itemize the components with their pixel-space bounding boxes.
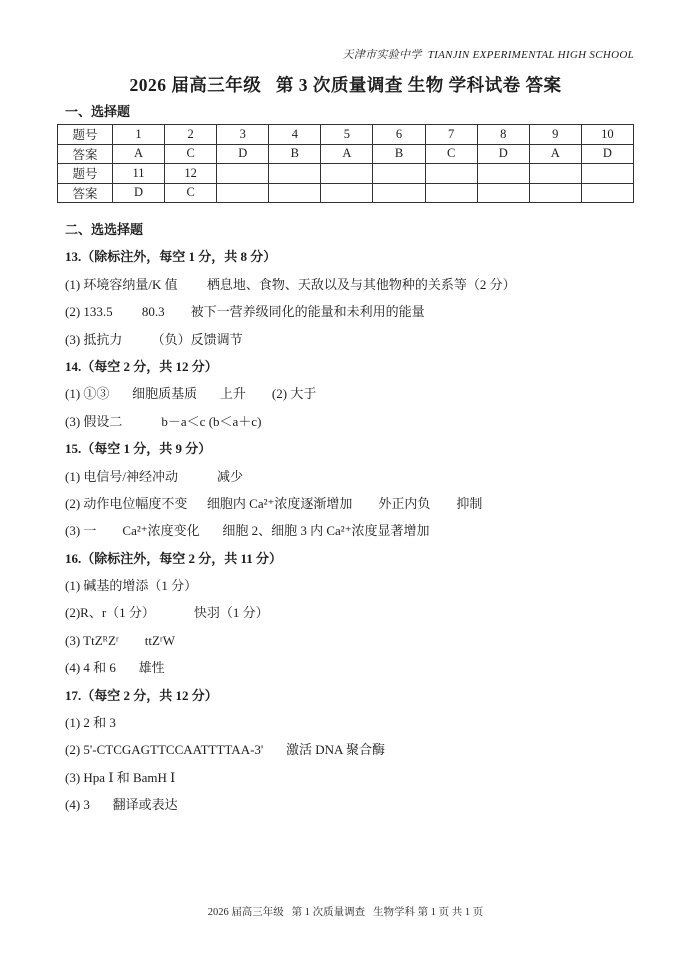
answer-line: (4) 4 和 6 雄性 [65,660,165,676]
answer-table-row [58,125,634,145]
question-17-heading: 17.（每空 2 分，共 12 分） [65,687,218,703]
section-1-heading: 一、选择题 [65,104,131,119]
question-14-heading: 14.（每空 2 分，共 12 分） [65,358,218,374]
answer-line: (1) 环境容纳量/K 值 栖息地、食物、天敌以及与其他物种的关系等（2 分） [65,276,516,292]
question-number-cell [529,164,581,184]
question-number-cell: 8 [477,125,529,145]
answer-cell: D [113,183,165,203]
question-13-heading: 13.（除标注外，每空 1 分，共 8 分） [65,249,277,265]
answer-cell [581,183,633,203]
answer-line: (1) ①③ 细胞质基质 上升 (2) 大于 [65,386,317,402]
answer-cell: D [581,144,633,164]
answer-cell [425,183,477,203]
question-number-cell [217,164,269,184]
answer-line: (3) 一 Ca²⁺浓度变化 细胞 2、细胞 3 内 Ca²⁺浓度显著增加 [65,523,430,539]
question-number-cell: 10 [581,125,633,145]
answer-line: (1) 碱基的增添（1 分） [65,578,198,594]
answer-line: (2) 动作电位幅度不变 细胞内 Ca²⁺浓度逐渐增加 外正内负 抑制 [65,495,483,511]
question-number-cell [321,164,373,184]
answer-line: (3) TtZᴿZʳ ttZʳW [65,632,176,648]
answer-cell: C [165,144,217,164]
answer-table-row [58,164,634,184]
question-number-cell: 5 [321,125,373,145]
answer-cell: B [373,144,425,164]
answer-line: (3) 假设二 b－a＜c (b＜a＋c) [65,413,262,429]
answer-cell: D [477,144,529,164]
answer-line: (1) 2 和 3 [65,715,116,731]
free-response-section [57,216,634,819]
question-15-heading: 15.（每空 1 分，共 9 分） [65,441,212,457]
question-number-cell [373,164,425,184]
answer-cell [217,183,269,203]
answer-line: (3) 抵抗力 （负）反馈调节 [65,331,243,347]
row-label: 答案 [58,144,113,164]
page-title: 2026 届高三年级 第 3 次质量调查 生物 学科试卷 答案 [129,75,562,95]
page-footer: 2026 届高三年级 第 1 次质量调查 生物学科 第 1 页 共 1 页 [207,907,484,918]
question-number-cell: 3 [217,125,269,145]
question-16-heading: 16.（除标注外，每空 2 分，共 11 分） [65,550,283,566]
answer-line: (4) 3 翻译或表达 [65,797,178,813]
row-label: 答案 [58,183,113,203]
question-number-cell [581,164,633,184]
answer-cell [529,183,581,203]
answer-cell: C [425,144,477,164]
answer-cell: B [269,144,321,164]
question-number-cell: 4 [269,125,321,145]
question-17 [65,682,634,819]
answer-table [57,124,634,203]
question-number-cell: 6 [373,125,425,145]
answer-cell [321,183,373,203]
question-number-cell [477,164,529,184]
answer-cell: A [529,144,581,164]
answer-table-row [58,183,634,203]
answer-table-row [58,144,634,164]
answer-cell [373,183,425,203]
answer-cell: C [165,183,217,203]
question-15 [65,435,634,545]
answer-line: (2) 5'-CTCGAGTTCCAATTTTAA-3' 激活 DNA 聚合酶 [65,742,385,758]
row-label: 题号 [58,164,113,184]
question-16 [65,545,634,682]
answer-line: (2)R、r（1 分） 快羽（1 分） [65,605,269,621]
question-number-cell: 2 [165,125,217,145]
question-number-cell [425,164,477,184]
answer-line: (1) 电信号/神经冲动 减少 [65,468,244,484]
question-number-cell [269,164,321,184]
question-14 [65,353,634,435]
section-2-heading: 二、选选择题 [65,222,144,237]
answer-cell: D [217,144,269,164]
answer-cell: A [113,144,165,164]
answer-line: (2) 133.5 80.3 被下一营养级同化的能量和未利用的能量 [65,304,425,320]
answer-cell [477,183,529,203]
question-number-cell: 12 [165,164,217,184]
question-13 [65,243,634,353]
question-number-cell: 1 [113,125,165,145]
school-header: 天津市实验中学 TIANJIN EXPERIMENTAL HIGH SCHOOL [342,49,634,61]
answer-cell [269,183,321,203]
question-number-cell: 7 [425,125,477,145]
row-label: 题号 [58,125,113,145]
question-number-cell: 9 [529,125,581,145]
question-number-cell: 11 [113,164,165,184]
answer-line: (3) Hpa Ⅰ 和 BamH Ⅰ [65,769,176,785]
answer-cell: A [321,144,373,164]
